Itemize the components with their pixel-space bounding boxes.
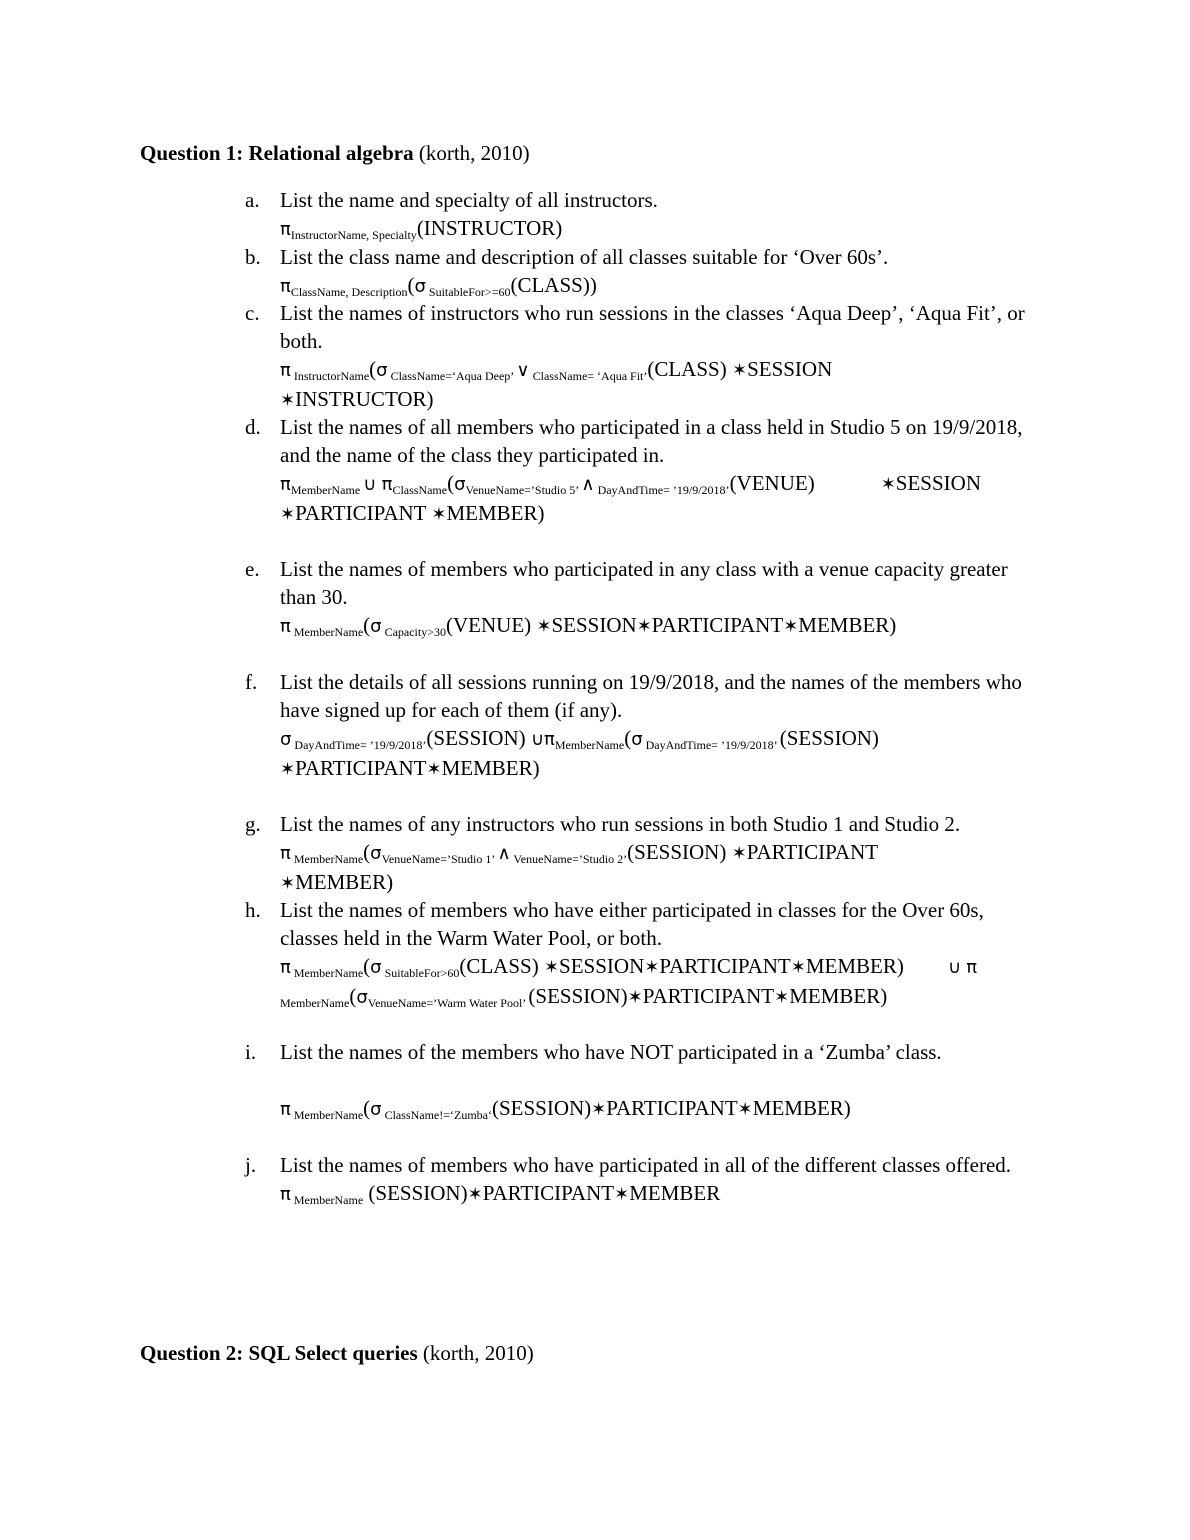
join-symbol: ✶ xyxy=(627,987,643,1008)
join-symbol: ✶ xyxy=(280,390,296,411)
list-item-j xyxy=(245,1151,1045,1209)
join-symbol: ✶ xyxy=(636,616,652,637)
item-formula: π $_{InstructorName}$(σ $_{ClassName=‘Aqua Deep’}$ ∨ $_{ClassName= ‘Aqua Fit’}$(CLASS) ✶SESSION xyxy=(280,357,833,383)
question-2-title: Question 2: SQL Select queries xyxy=(140,1341,418,1365)
list-item-a xyxy=(245,186,1045,244)
item-question: List the names of instructors who run sessions in the classes ‘Aqua Deep’, ‘Aqua Fit’, or both. xyxy=(280,301,1025,353)
item-formula: $\pi_{ClassName, Description}(\sigma$ $_{SuitableFor>=60}$(CLASS)) xyxy=(280,273,597,299)
and-symbol: ∧ xyxy=(581,474,595,495)
item-formula: π $_{MemberName}(\sigma_{VenueName=’Studio 1’}$ ∧ $_{VenueName=’Studio 2’}$(SESSION) ✶PARTICIPANT xyxy=(280,840,879,866)
pi-symbol: π xyxy=(280,219,291,240)
sigma-symbol: σ xyxy=(370,843,382,864)
item-marker: d. xyxy=(245,415,261,439)
sigma-symbol: σ xyxy=(356,987,368,1008)
sigma-symbol: σ xyxy=(631,729,643,750)
item-question: List the name and specialty of all instructors. xyxy=(280,188,658,212)
item-formula: π $_{MemberName}$(σ $_{SuitableFor>60}$(CLASS) ✶SESSION✶PARTICIPANT✶MEMBER) ∪ π xyxy=(280,954,978,980)
sigma-symbol: σ xyxy=(370,616,382,637)
item-formula-continued: ✶INSTRUCTOR) xyxy=(280,387,434,411)
join-symbol: ✶ xyxy=(614,1184,630,1205)
list-item-c xyxy=(245,299,1045,415)
item-question: List the details of all sessions running on 19/9/2018, and the names of the members who have signed up for each of them (if any). xyxy=(280,670,1022,722)
union-symbol: ∪ xyxy=(947,957,962,978)
pi-symbol: π xyxy=(381,474,393,495)
item-marker: f. xyxy=(245,670,258,694)
join-symbol: ✶ xyxy=(536,616,552,637)
join-symbol: ✶ xyxy=(280,759,296,780)
item-marker: i. xyxy=(245,1040,257,1064)
pi-symbol: π xyxy=(280,957,291,978)
pi-symbol: π xyxy=(280,360,291,381)
item-marker: j. xyxy=(245,1153,257,1177)
pi-symbol: π xyxy=(280,1184,291,1205)
item-formula: $\pi_{MemberName}$ ∪ $\pi_{ClassName}(\sigma_{VenueName=’Studio 5’}$ ∧ $_{DayAndTime= ’19/9/2018’}$(VENUE) ✶SESSION xyxy=(280,471,981,497)
item-question: List the names of members who have either participated in classes for the Over 60s, classes held in the Warm Water Pool, or both. xyxy=(280,898,984,950)
item-formula-continued: ✶MEMBER) xyxy=(280,870,394,894)
join-symbol: ✶ xyxy=(543,957,560,978)
sigma-symbol: σ xyxy=(370,1099,382,1120)
join-symbol: ✶ xyxy=(644,957,660,978)
join-symbol: ✶ xyxy=(467,1184,483,1205)
join-symbol: ✶ xyxy=(783,616,799,637)
sigma-symbol: σ xyxy=(370,957,382,978)
sigma-symbol: σ xyxy=(454,474,466,495)
join-symbol: ✶ xyxy=(431,504,447,525)
join-symbol: ✶ xyxy=(880,474,896,495)
pi-symbol: π xyxy=(544,729,555,750)
join-symbol: ✶ xyxy=(591,1099,607,1120)
item-formula: π $_{MemberName}$(σ $_{Capacity>30}$(VENUE) ✶SESSION✶PARTICIPANT✶MEMBER) xyxy=(280,613,897,639)
item-formula: $\pi_{InstructorName, Specialty}(INSTRUCTOR)$ xyxy=(280,216,563,242)
sigma-symbol: σ xyxy=(414,276,426,297)
item-marker: a. xyxy=(245,188,260,212)
join-symbol: ✶ xyxy=(737,1099,753,1120)
question-1-title: Question 1: Relational algebra xyxy=(140,141,414,165)
question-2-heading xyxy=(140,1339,534,1367)
question-2-citation: (korth, 2010) xyxy=(422,1341,534,1365)
join-symbol: ✶ xyxy=(280,504,296,525)
item-formula: σ $_{DayAndTime= ’19/9/2018’}$(SESSION) $\cup\pi_{MemberName}(\sigma$ $_{DayAndTime= ’19/9/2018’}$ (SESSION) xyxy=(280,726,879,752)
list-item-h xyxy=(245,896,1045,1012)
union-symbol: ∪ xyxy=(363,474,377,495)
join-symbol: ✶ xyxy=(280,873,296,894)
item-marker: e. xyxy=(245,557,260,581)
join-symbol: ✶ xyxy=(774,987,790,1008)
or-symbol: ∨ xyxy=(516,360,530,381)
list-item-f xyxy=(245,668,1045,784)
list-item-i xyxy=(245,1038,1045,1124)
item-question: List the names of all members who participated in a class held in Studio 5 on 19/9/2018, and the name of the class they participated in. xyxy=(280,415,1023,467)
list-item-b xyxy=(245,243,1045,301)
item-formula-continued: ✶PARTICIPANT ✶MEMBER) xyxy=(280,501,545,525)
item-question: List the names of any instructors who run sessions in both Studio 1 and Studio 2. xyxy=(280,812,961,836)
item-question: List the names of members who have participated in all of the different classes offered. xyxy=(280,1153,1012,1177)
list-item-d xyxy=(245,413,1045,529)
pi-symbol: π xyxy=(280,616,291,637)
pi-symbol: π xyxy=(966,957,978,978)
item-formula: π $_{MemberName}$ (SESSION)✶PARTICIPANT✶MEMBER xyxy=(280,1181,721,1207)
question-1-heading xyxy=(140,139,530,167)
item-marker: c. xyxy=(245,301,260,325)
pi-symbol: π xyxy=(280,276,291,297)
sigma-symbol: σ xyxy=(280,729,292,750)
item-marker: h. xyxy=(245,898,261,922)
item-formula-continued: ✶PARTICIPANT✶MEMBER) xyxy=(280,756,540,780)
item-formula-continued: $_{MemberName}(\sigma_{VenueName=’Warm Water Pool’}$ (SESSION)✶PARTICIPANT✶MEMBER) xyxy=(280,984,888,1010)
join-symbol: ✶ xyxy=(731,360,748,381)
sigma-symbol: σ xyxy=(376,360,388,381)
item-question: List the names of the members who have NOT participated in a ‘Zumba’ class. xyxy=(280,1040,942,1064)
item-marker: b. xyxy=(245,245,261,269)
item-formula: π $_{MemberName}$(σ $_{ClassName!=‘Zumba‘}$(SESSION)✶PARTICIPANT✶MEMBER) xyxy=(280,1096,851,1122)
list-item-g xyxy=(245,810,1045,898)
pi-symbol: π xyxy=(280,1099,291,1120)
and-symbol: ∧ xyxy=(497,843,511,864)
list-item-e xyxy=(245,555,1045,641)
pi-symbol: π xyxy=(280,474,291,495)
join-symbol: ✶ xyxy=(790,957,806,978)
item-marker: g. xyxy=(245,812,261,836)
join-symbol: ✶ xyxy=(426,759,442,780)
pi-symbol: π xyxy=(280,843,291,864)
question-1-citation: (korth, 2010) xyxy=(418,141,530,165)
item-question: List the class name and description of all classes suitable for ‘Over 60s’. xyxy=(280,245,889,269)
join-symbol: ✶ xyxy=(731,843,747,864)
item-question: List the names of members who participated in any class with a venue capacity greater than 30. xyxy=(280,557,1008,609)
union-symbol: ∪ xyxy=(530,729,545,750)
